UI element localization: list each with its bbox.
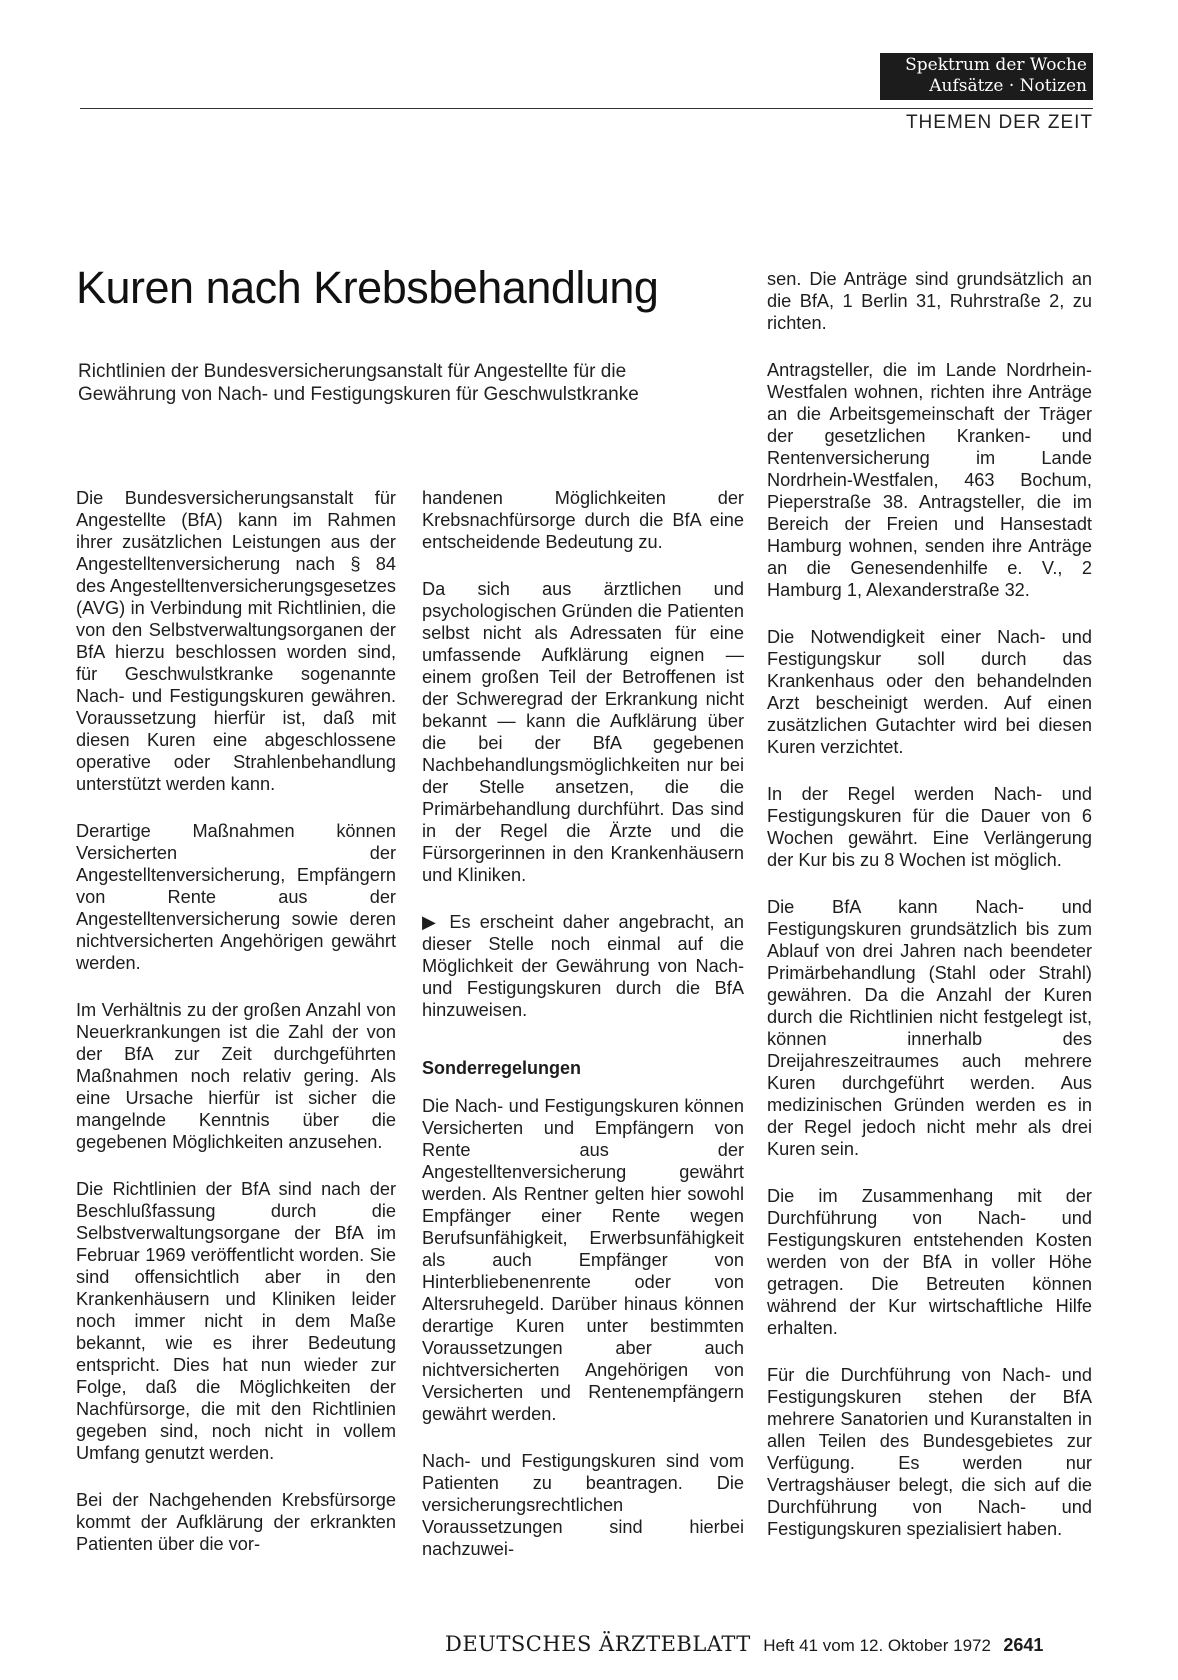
header-rule [80,108,1093,109]
paragraph: Für die Durchführung von Nach- und Festigungskuren stehen der BfA mehrere Sanatorien und Kuranstalten in allen Teilen des Bundesgebietes zur Verfügung. Es werden nur Vertragshäuser belegt, die sich auf die Durchführung von Nach- und Festigungskuren spezialisiert haben. [767,1365,1092,1539]
paragraph: ▶ Es erscheint daher angebracht, an dieser Stelle noch einmal auf die Möglichkeit der Gewährung von Nach- und Festigungskuren durch die BfA hinzuweisen. [422,912,744,1020]
paragraph: Die Richtlinien der BfA sind nach der Beschlußfassung durch die Selbstverwaltungsorgane der BfA im Februar 1969 veröffentlicht worden. Sie sind offensichtlich aber in den Krankenhäusern und Kliniken leider noch immer nicht in dem Maße bekannt, wie es ihrer Bedeutung entspricht. Dies hat nun wieder zur Folge, daß die Möglichkeiten der Nachfürsorge, die mit den Richtlinien gegeben sind, noch nicht in vollem Umfang genutzt werden. [76,1179,396,1463]
paragraph: Die im Zusammenhang mit der Durchführung von Nach- und Festigungskuren entstehenden Kosten werden von der BfA in voller Höhe getragen. Die Betreuten können während der Kur wirtschaftliche Hilfe erhalten. [767,1186,1092,1338]
section-badge [880,53,1093,100]
paragraph: sen. Die Anträge sind grundsätzlich an die BfA, 1 Berlin 31, Ruhrstraße 2, zu richten. [767,269,1092,333]
page-footer [445,1632,1043,1656]
page-number: 2641 [1003,1635,1044,1655]
article-subtitle: Richtlinien der Bundesversicherungsanstalt für Angestellte für die Gewährung von Nach- und Festigungskuren für Geschwulstkranke [78,361,639,405]
section-label: THEMEN DER ZEIT [905,112,1093,133]
paragraph: Die Notwendigkeit einer Nach- und Festigungskur soll durch das Krankenhaus oder den behandelnden Arzt bescheinigt werden. Auf einen zusätzlichen Gutachter wird bei diesen Kuren verzichtet. [767,627,1092,757]
section-heading: Sonderregelungen [422,1058,582,1078]
paragraph: Die Nach- und Festigungskuren können Versicherten und Empfängern von Rente aus der Angestelltenversicherung gewährt werden. Als Rentner gelten hier sowohl Empfänger einer Rente wegen Berufsunfähigkeit, Erwerbsunfähigkeit als auch Empfänger von Hinterbliebenenrente oder von Altersruhegeld. Darüber hinaus können derartige Kuren unter bestimmten Voraussetzungen aber auch nichtversicherten Angehörigen von Versicherten und Rentenempfängern gewährt werden. [422,1096,744,1424]
paragraph: Die Bundesversicherungsanstalt für Angestellte (BfA) kann im Rahmen ihrer zusätzlichen Leistungen aus der Angestelltenversicherung nach § 84 des Angestelltenversicherungsgesetzes (AVG) in Verbindung mit Richtlinien, die von den Selbstverwaltungsorganen der BfA hierzu beschlossen worden sind, für Geschwulstkranke sogenannte Nach- und Festigungskuren gewähren. Voraussetzung hierfür ist, daß mit diesen Kuren eine abgeschlossene operative oder Strahlenbehandlung unterstützt werden kann. [76,488,396,794]
journal-name: DEUTSCHES ÄRZTEBLATT [445,1632,751,1656]
paragraph: Im Verhältnis zu der großen Anzahl von Neuerkrankungen ist die Zahl der von der BfA zur Zeit durchgeführten Maßnahmen noch relativ gering. Als eine Ursache hierfür ist sicher die mangelnde Kenntnis über die gegebenen Möglichkeiten anzusehen. [76,1000,396,1152]
paragraph: Antragsteller, die im Lande Nordrhein-Westfalen wohnen, richten ihre Anträge an die Arbeitsgemeinschaft der Träger der gesetzlichen Kranken- und Rentenversicherung im Lande Nordrhein-Westfalen, 463 Bochum, Pieperstraße 38. Antragsteller, die im Bereich der Freien und Hansestadt Hamburg wohnen, senden ihre Anträge an die Genesendenhilfe e. V., 2 Hamburg 1, Alexanderstraße 32. [767,360,1092,600]
issue-info: Heft 41 vom 12. Oktober 1972 [763,1636,991,1655]
paragraph: In der Regel werden Nach- und Festigungskuren für die Dauer von 6 Wochen gewährt. Eine Verlängerung der Kur bis zu 8 Wochen ist möglich. [767,784,1092,870]
paragraph: Bei der Nachgehenden Krebsfürsorge kommt der Aufklärung der erkrankten Patienten über die vor- [76,1490,396,1554]
column-3 [767,268,1092,1565]
paragraph: Derartige Maßnahmen können Versicherten der Angestelltenversicherung, Empfängern von Rente aus der Angestelltenversicherung sowie deren nichtversicherten Angehörigen gewährt werden. [76,821,396,973]
column-2 [422,487,744,1585]
paragraph: handenen Möglichkeiten der Krebsnachfürsorge durch die BfA eine entscheidende Bedeutung zu. [422,488,744,552]
paragraph: Da sich aus ärztlichen und psychologischen Gründen die Patienten selbst nicht als Adressaten für eine umfassende Aufklärung eignen — einem großen Teil der Betroffenen ist der Schweregrad der Erkrankung nicht bekannt — kann die Aufklärung über die bei der BfA gegebenen Nachbehandlungsmöglichkeiten nur bei der Stelle ansetzen, die die Primärbehandlung durchführt. Das sind in der Regel die Ärzte und die Fürsorgerinnen in den Krankenhäusern und Kliniken. [422,579,744,885]
article-title: Kuren nach Krebsbehandlung [76,262,659,313]
badge-line-1: Spektrum der Woche [905,55,1087,75]
column-1 [76,487,396,1580]
badge-line-2: Aufsätze · Notizen [929,76,1087,96]
paragraph: Die BfA kann Nach- und Festigungskuren grundsätzlich bis zum Ablauf von drei Jahren nach beendeter Primärbehandlung (Stahl oder Strahl) gewähren. Da die Anzahl der Kuren durch die Richtlinien nicht festgelegt ist, können innerhalb des Dreijahreszeitraumes auch mehrere Kuren durchgeführt werden. Aus medizinischen Gründen werden es in der Regel jedoch nicht mehr als drei Kuren sein. [767,897,1092,1159]
paragraph: Nach- und Festigungskuren sind vom Patienten zu beantragen. Die versicherungsrechtlichen Voraussetzungen sind hierbei nachzuwei- [422,1451,744,1559]
